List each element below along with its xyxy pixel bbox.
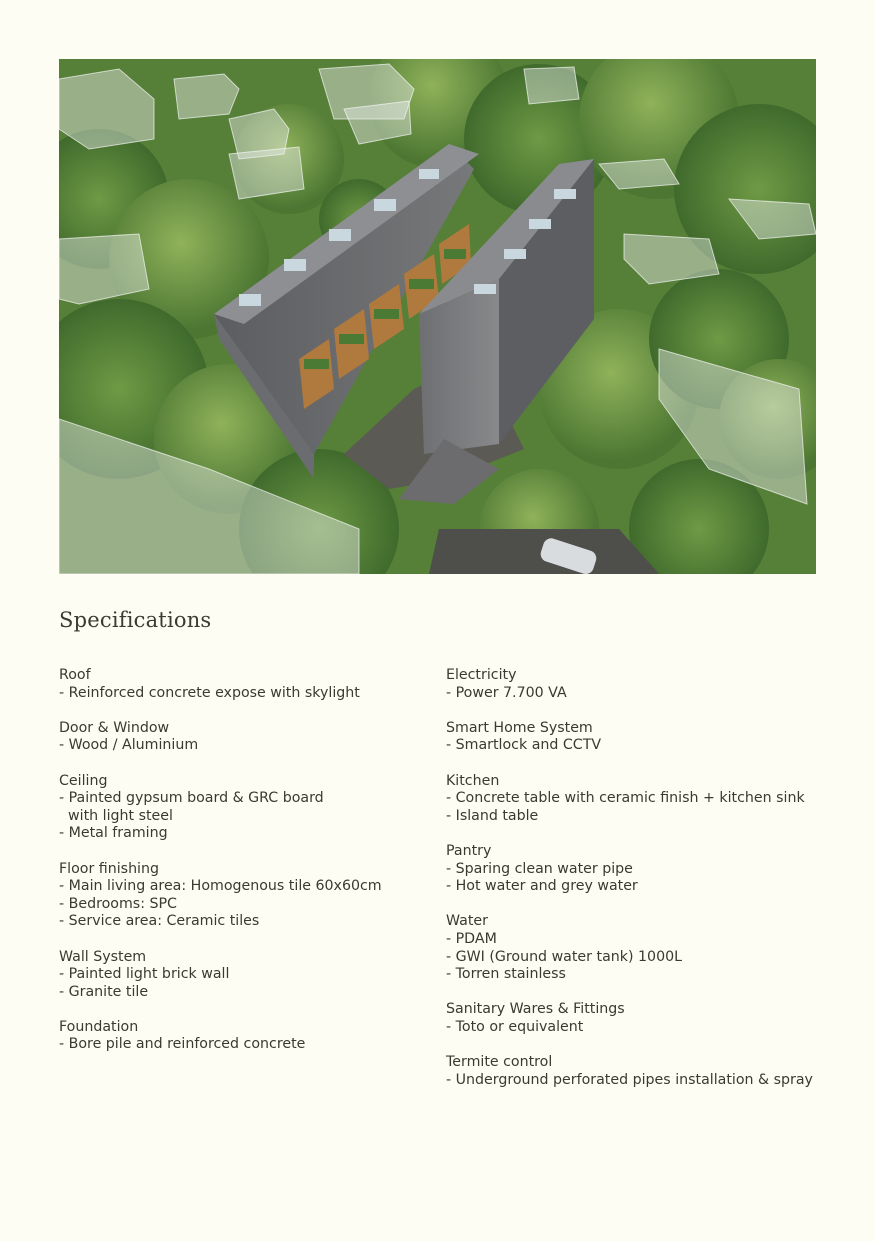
- spec-line: - Painted light brick wall: [59, 966, 230, 983]
- spec-heading: Termite control: [446, 1054, 553, 1071]
- spec-line: - Concrete table with ceramic finish + kitchen sink: [446, 790, 805, 807]
- spec-line: - Hot water and grey water: [446, 878, 638, 895]
- spec-group-termite-control: [446, 1054, 846, 1089]
- spec-line: - Main living area: Homogenous tile 60x60cm: [59, 878, 382, 895]
- spec-group-smart-home: [446, 720, 846, 755]
- spec-line: - Metal framing: [59, 825, 168, 842]
- spec-heading: Floor finishing: [59, 860, 159, 877]
- spec-heading: Smart Home System: [446, 719, 593, 736]
- aerial-render-illustration: [59, 59, 816, 574]
- spec-group-sanitary: [446, 1001, 846, 1036]
- spec-group-roof: [59, 667, 429, 702]
- spec-heading: Sanitary Wares & Fittings: [446, 1001, 625, 1018]
- spec-line: - Bedrooms: SPC: [59, 895, 177, 912]
- spec-line: - Island table: [446, 807, 539, 824]
- spec-heading: Kitchen: [446, 772, 500, 789]
- spec-line: - GWI (Ground water tank) 1000L: [446, 948, 683, 965]
- spec-line: - Torren stainless: [446, 966, 566, 983]
- spec-heading: Door & Window: [59, 719, 170, 736]
- spec-line: - Reinforced concrete expose with skylight: [59, 684, 360, 701]
- hero-image: [59, 59, 816, 574]
- section-title: Specifications: [59, 608, 212, 632]
- spec-group-door-window: [59, 720, 429, 755]
- spec-heading: Electricity: [446, 667, 517, 683]
- spec-line: - Painted gypsum board & GRC board: [59, 790, 324, 807]
- spec-heading: Ceiling: [59, 772, 108, 789]
- spec-heading: Water: [446, 913, 488, 930]
- spec-group-ceiling: [59, 773, 429, 843]
- spec-group-foundation: [59, 1019, 429, 1054]
- spec-heading: Pantry: [446, 842, 492, 859]
- spec-line: - Power 7.700 VA: [446, 684, 567, 701]
- spec-line: with light steel: [59, 807, 173, 824]
- spec-group-wall-system: [59, 949, 429, 1002]
- spec-line: - Bore pile and reinforced concrete: [59, 1036, 306, 1053]
- spec-group-electricity: [446, 667, 846, 702]
- spec-line: - Smartlock and CCTV: [446, 737, 602, 754]
- spec-line: - Toto or equivalent: [446, 1018, 584, 1035]
- spec-line: - Wood / Aluminium: [59, 737, 199, 754]
- spec-line: - Service area: Ceramic tiles: [59, 913, 260, 930]
- spec-heading: Foundation: [59, 1018, 139, 1035]
- spec-line: - Sparing clean water pipe: [446, 860, 633, 877]
- spec-heading: Roof: [59, 667, 91, 683]
- spec-line: - Underground perforated pipes installation & spray: [446, 1071, 813, 1088]
- spec-line: - PDAM: [446, 930, 497, 947]
- spec-line: - Granite tile: [59, 983, 149, 1000]
- spec-group-water: [446, 913, 846, 983]
- spec-column-right: [446, 667, 846, 1107]
- spec-group-kitchen: [446, 773, 846, 826]
- spec-heading: Wall System: [59, 948, 147, 965]
- spec-column-left: [59, 667, 429, 1072]
- spec-group-floor-finishing: [59, 861, 429, 931]
- spec-group-pantry: [446, 843, 846, 896]
